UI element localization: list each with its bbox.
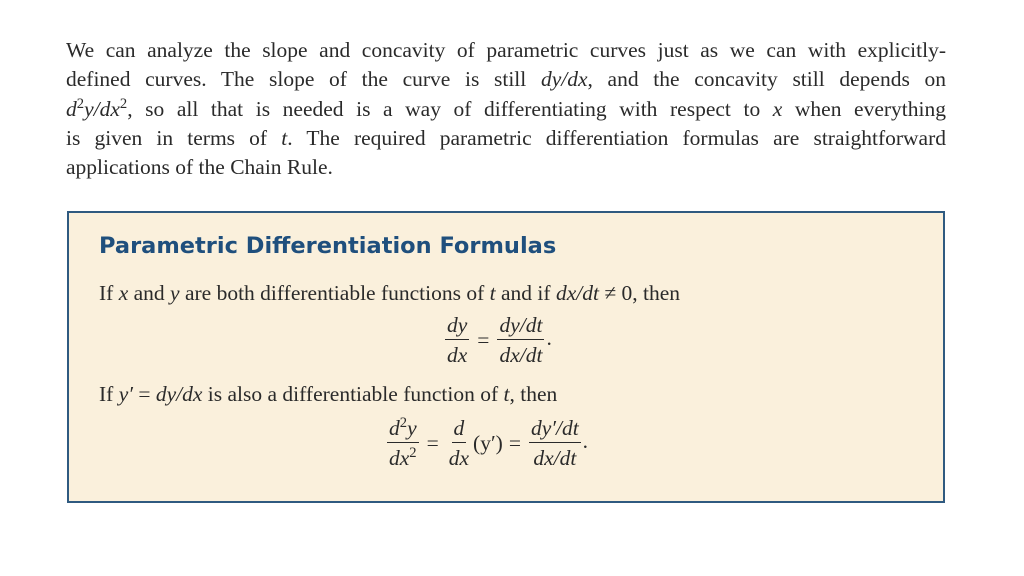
d-over-dx-fraction: $\frac{d}{dx}$ bbox=[448, 416, 470, 470]
first-derivative-formula: $\frac{dy}{dx}$ = $\frac{dy/dt}{dx/dt}$ . bbox=[447, 313, 552, 367]
dyprimedt-over-dxdt-fraction: $\frac{dy'/dt}{dx/dt}$ bbox=[530, 416, 579, 470]
intro-line-3: $d^2y/dx^2$, so all that is needed is a way of differentiating with respect to x when everything bbox=[66, 95, 946, 121]
intro-line-5: applications of the Chain Rule. bbox=[66, 155, 333, 180]
formula-box bbox=[67, 211, 945, 503]
condition-1: If x and y are both differentiable functions of t and if dx/dt ≠ 0, then bbox=[99, 281, 681, 305]
intro-line-4: is given in terms of t. The required parametric differentiation formulas are straightforward bbox=[66, 125, 947, 150]
condition-2: If y′ = dy/dx is also a differentiable function of t, then bbox=[99, 382, 558, 406]
formula-box-title: Parametric Differentiation Formulas bbox=[99, 233, 557, 259]
intro-line-2: defined curves. The slope of the curve is still dy/dx, and the concavity still depends on bbox=[66, 67, 946, 92]
second-derivative-formula: $\frac{d^2y}{dx^2}$ = $\frac{d}{dx}$ (y′) = $\frac{dy'/dt}{dx/dt}$ . bbox=[389, 414, 589, 470]
d2y-over-dx2-fraction: $\frac{d^2y}{dx^2}$ bbox=[389, 414, 417, 470]
intro-paragraph bbox=[66, 36, 946, 182]
dydt-over-dxdt-fraction: $\frac{dy/dt}{dx/dt}$ bbox=[499, 313, 543, 367]
dydx-notation: dy/dx bbox=[540, 67, 588, 92]
dy-over-dx-fraction: $\frac{dy}{dx}$ bbox=[447, 313, 468, 367]
intro-line-1: We can analyze the slope and concavity of parametric curves just as we can with explicitly- bbox=[66, 38, 946, 62]
y-prime-paren: (y′) bbox=[473, 430, 503, 455]
